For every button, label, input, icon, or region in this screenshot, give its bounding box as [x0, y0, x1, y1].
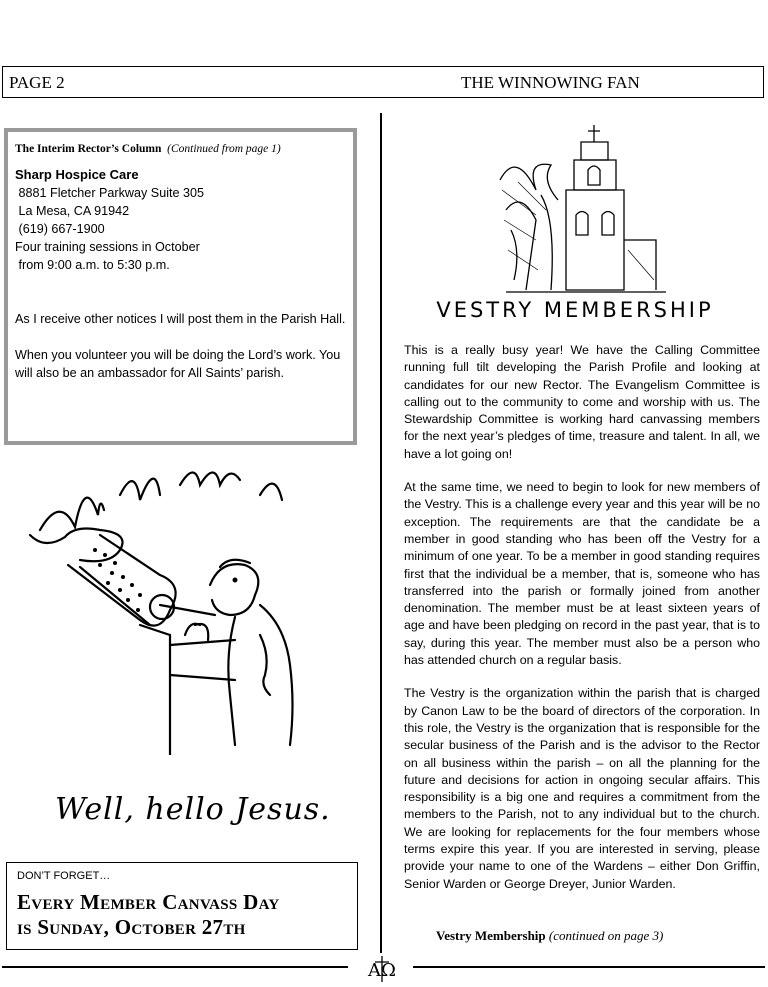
- reminder-label: DON’T FORGET…: [17, 870, 111, 882]
- reminder-line-2: is Sunday, October 27th: [17, 915, 246, 939]
- rector-column-title: [15, 140, 346, 158]
- alpha-omega-text: AΩ: [368, 960, 396, 981]
- rector-column-heading: The Interim Rector’s Column: [15, 143, 162, 155]
- hospice-line: Four training sessions in October: [15, 240, 200, 254]
- column-divider: [380, 113, 382, 953]
- continuation-title: Vestry Membership: [436, 928, 546, 943]
- footer-rule-left: [2, 966, 348, 968]
- alpha-omega-symbol: [355, 952, 410, 984]
- hospice-line: from 9:00 a.m. to 5:30 p.m.: [15, 258, 170, 272]
- newsletter-title: THE WINNOWING FAN: [461, 73, 640, 92]
- cartoon-caption: Well, hello Jesus.: [55, 792, 331, 827]
- footer-rule-right: [413, 966, 765, 968]
- continuation-note: (continued on page 3): [548, 928, 664, 943]
- hospice-line: (619) 667-1900: [15, 222, 105, 236]
- hospice-line: La Mesa, CA 91942: [15, 204, 130, 218]
- vestry-article: [404, 342, 760, 909]
- vestry-title: VESTRY MEMBERSHIP: [436, 298, 714, 322]
- rector-column-box: [4, 128, 357, 445]
- vestry-paragraph: This is a really busy year! We have the Calling Committee running full tilt developing the Parish Profile and looking at candidates for our new Rector. The Evangelism Committee is calling out to the community to come and worship with us. The Stewardship Committee is working hard canvassing members for the next year’s pledges of time, treasure and talent. In all, we have a lot going on!: [404, 343, 760, 461]
- volunteer-paragraph: When you volunteer you will be doing the Lord’s work. You will also be an ambassador for All Saints’ parish.: [15, 348, 341, 380]
- cartoon-illustration: [20, 455, 340, 755]
- page-number: PAGE 2: [9, 73, 65, 92]
- hospice-name: Sharp Hospice Care: [15, 167, 139, 182]
- canvass-reminder-box: [6, 862, 358, 950]
- reminder-line-1: Every Member Canvass Day: [17, 890, 280, 914]
- rector-column-continued: (Continued from page 1): [167, 143, 281, 155]
- vestry-continuation: [436, 928, 663, 944]
- page-header: [2, 66, 764, 98]
- vestry-paragraph: At the same time, we need to begin to look for new members of the Vestry. This is a challenge every year and this year will be no exception. The requirements are that the candidate be a member in good standing who has been off the Vestry for a minimum of one year. To be a member in good standing requires first that the individual be a member, that is, someone who has transferred into the parish or formally joined from another denomination. The member must be at least sixteen years of age and have been pledging on record in the past year, that is to say, during this year. The member must also be a person who has attended church on a regular basis.: [404, 480, 760, 668]
- vestry-paragraph: The Vestry is the organization within the parish that is charged by Canon Law to be the board of directors of the corporation. In this role, the Vestry is the organization that is responsible for the secular business of the Parish and is the advisor to the Rector on all business within the parish – on all the planning for the future and decisions for action in ongoing secular affairs. This responsibility is a big one and requires a commitment from the members to the Parish, not to any individual but to the church. We are looking for replacements for the four members whose terms expire this year. If you are interested in serving, please provide your name to one of the Wardens – either Don Griffin, Senior Warden or George Dreyer, Junior Warden.: [404, 686, 760, 891]
- hospice-line: 8881 Fletcher Parkway Suite 305: [15, 186, 205, 200]
- notices-paragraph: As I receive other notices I will post them in the Parish Hall.: [15, 312, 346, 326]
- church-illustration: [496, 120, 672, 295]
